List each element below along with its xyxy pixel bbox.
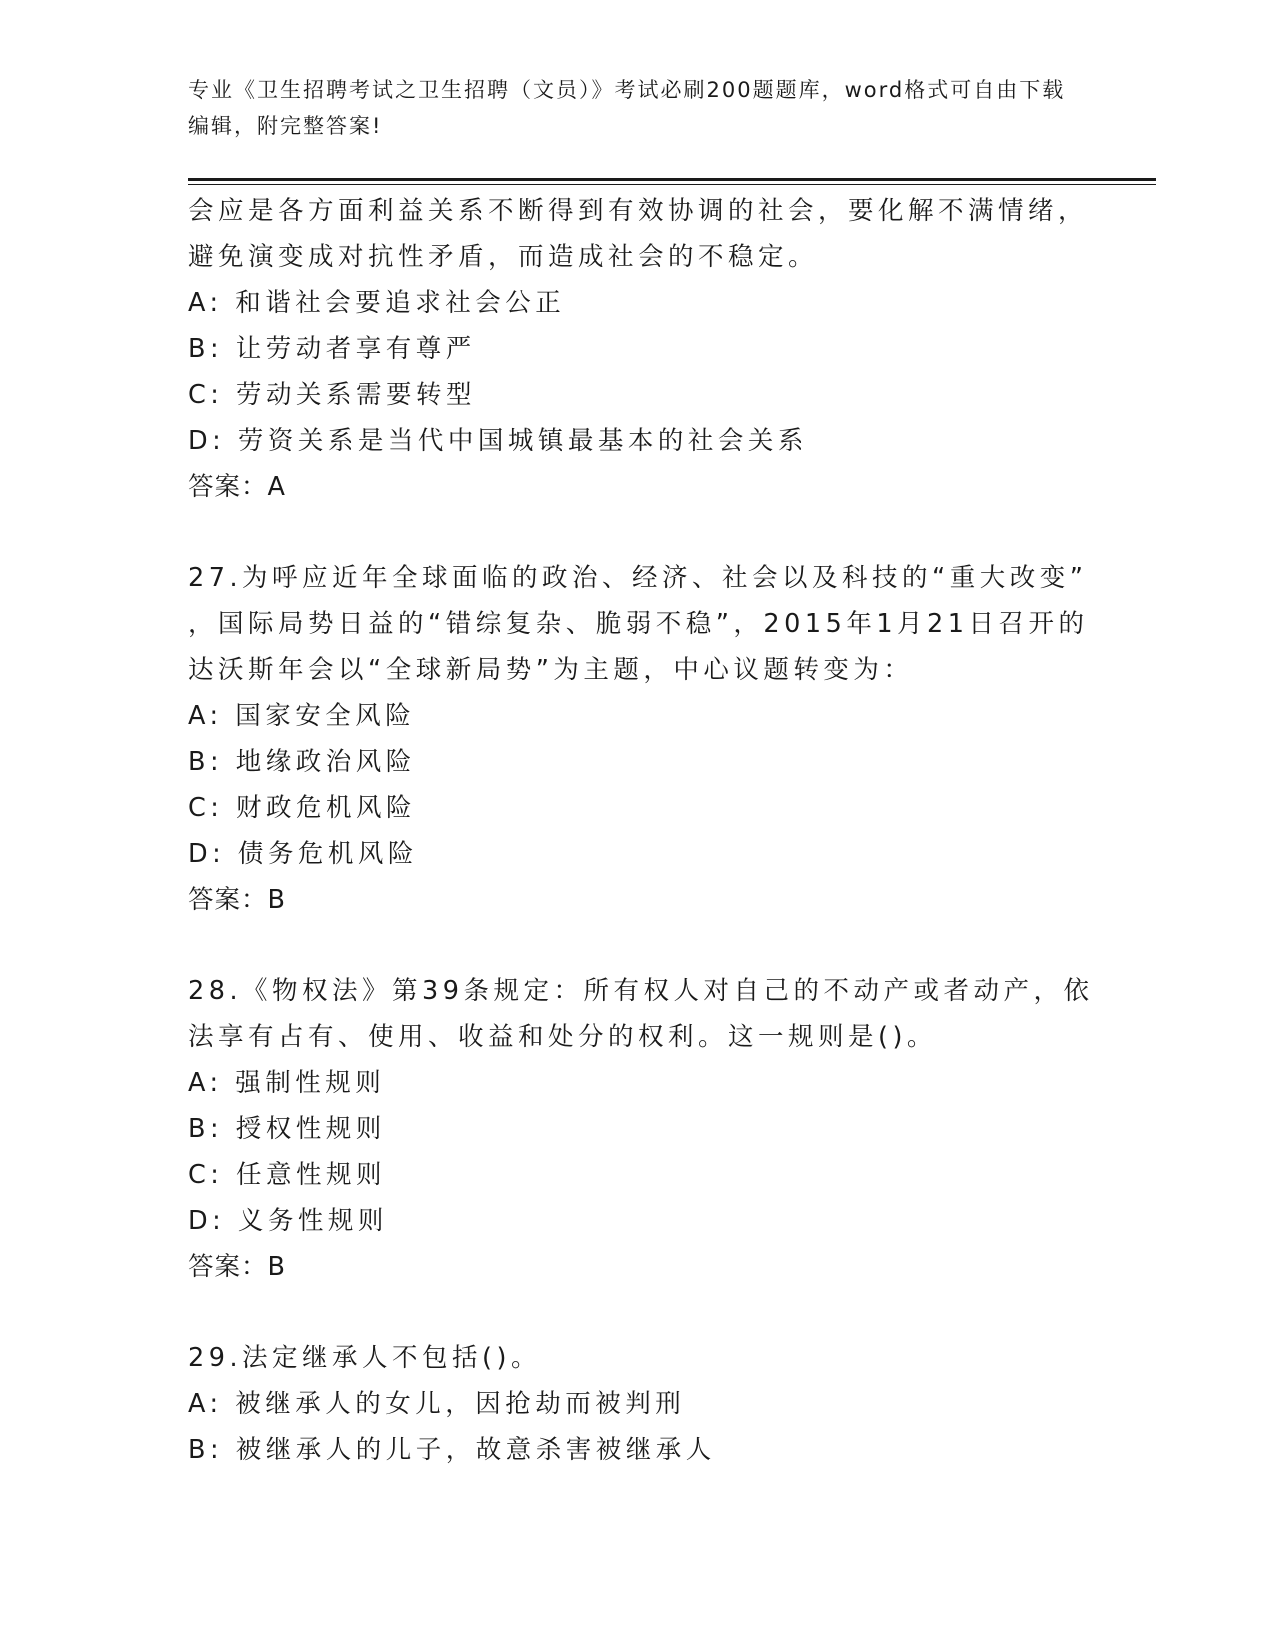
question-29 [188, 1335, 1088, 1473]
option-c: C: 任意性规则 [188, 1160, 387, 1190]
option-b: B: 授权性规则 [188, 1114, 386, 1144]
answer-line: 答案：B [188, 885, 286, 915]
spacer [188, 1290, 1088, 1335]
question-content [188, 188, 1094, 1473]
question-text-line: 法享有占有、使用、收益和处分的权利。这一规则是()。 [188, 1022, 937, 1052]
option-b: B: 地缘政治风险 [188, 747, 416, 777]
answer-line: 答案：A [188, 472, 286, 502]
spacer [188, 923, 1088, 968]
question-fragment [188, 188, 1088, 510]
question-27 [188, 555, 1088, 923]
question-text-line: 避免演变成对抗性矛盾，而造成社会的不稳定。 [188, 242, 819, 272]
question-text-line: 27.为呼应近年全球面临的政治、经济、社会以及科技的“重大改变” [188, 563, 1088, 593]
option-a: A: 和谐社会要追求社会公正 [188, 288, 566, 318]
option-a: A: 被继承人的女儿，因抢劫而被判刑 [188, 1389, 686, 1419]
option-d: D: 债务危机风险 [188, 839, 418, 869]
option-b: B: 被继承人的儿子，故意杀害被继承人 [188, 1435, 716, 1465]
question-28 [188, 968, 1094, 1290]
option-a: A: 国家安全风险 [188, 701, 416, 731]
option-c: C: 劳动关系需要转型 [188, 380, 477, 410]
header-divider-thick [188, 178, 1156, 181]
question-text-line: ，国际局势日益的“错综复杂、脆弱不稳”，2015年1月21日召开的 [188, 609, 1089, 639]
option-a: A: 强制性规则 [188, 1068, 386, 1098]
question-text-line: 28.《物权法》第39条规定：所有权人对自己的不动产或者动产，依 [188, 976, 1094, 1006]
option-b: B: 让劳动者享有尊严 [188, 334, 476, 364]
header-title: 专业《卫生招聘考试之卫生招聘（文员）》考试必刷200题题库，word格式可自由下载编辑，附完整答案! [188, 78, 1066, 138]
spacer [188, 510, 1088, 555]
question-text-line: 会应是各方面利益关系不断得到有效协调的社会，要化解不满情绪， [188, 196, 1089, 226]
option-d: D: 义务性规则 [188, 1206, 388, 1236]
option-c: C: 财政危机风险 [188, 793, 417, 823]
document-header [188, 72, 1068, 144]
answer-line: 答案：B [188, 1252, 286, 1282]
option-d: D: 劳资关系是当代中国城镇最基本的社会关系 [188, 426, 808, 456]
question-text-line: 29.法定继承人不包括()。 [188, 1343, 541, 1373]
question-text-line: 达沃斯年会以“全球新局势”为主题，中心议题转变为： [188, 655, 914, 685]
header-divider-thin [188, 184, 1156, 185]
